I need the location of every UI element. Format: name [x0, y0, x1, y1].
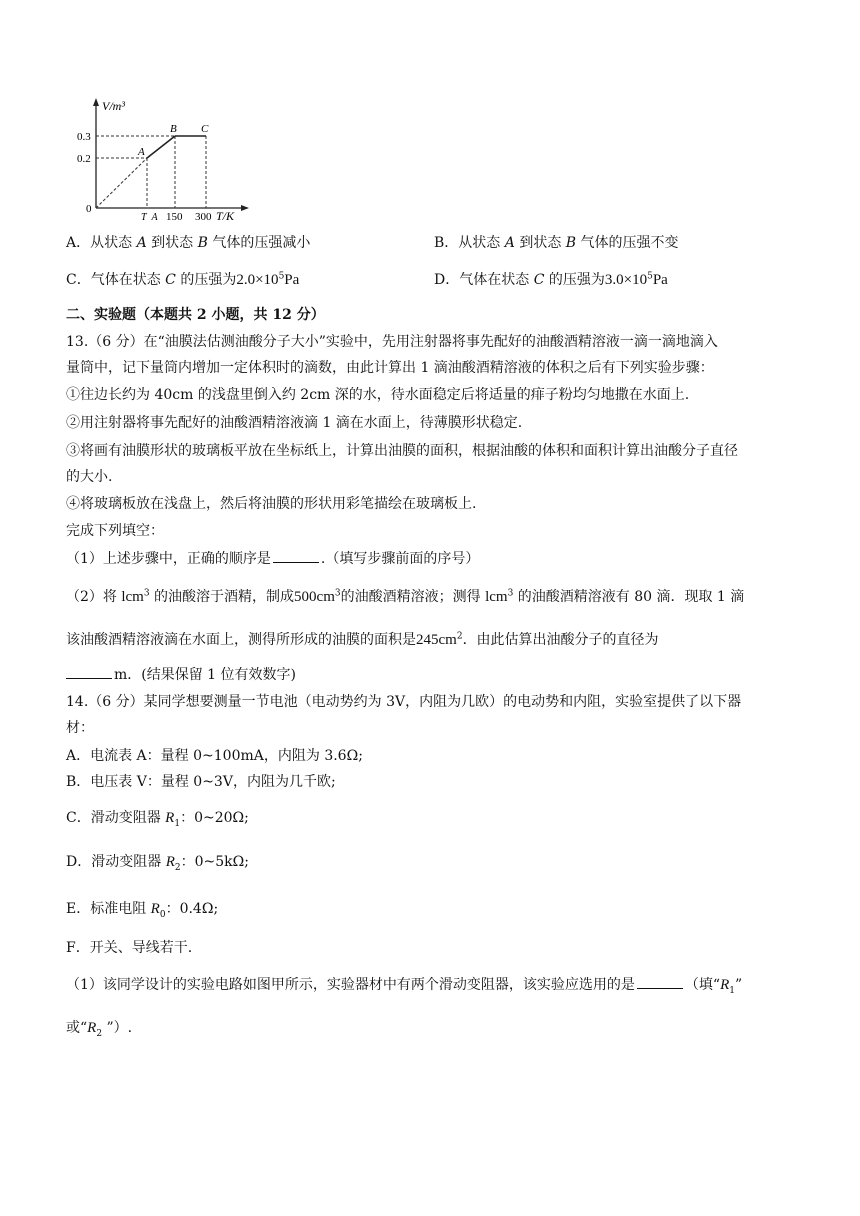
dash-origin-a — [96, 158, 147, 208]
option-a: A．从状态 A 到状态 B 气体的压强减小 — [66, 235, 311, 251]
q13-part2-line2: 该油酸酒精溶液滴在水面上，测得所形成的油膜的面积是$245cm^2$．由此估算出油酸分子的直径为 — [66, 631, 659, 648]
point-c-label: C — [201, 123, 209, 135]
q13-step2: ②用注射器将事先配好的油酸酒精溶液滴 1 滴在水面上，待薄膜形状稳定. — [66, 415, 523, 431]
answer-blank — [273, 548, 319, 563]
x-axis-label: T/K — [216, 209, 235, 221]
q14-part1-line2: 或“$R_2$ ”）. — [66, 1020, 133, 1039]
answer-blank — [66, 664, 112, 679]
y-axis-label: V/m³ — [102, 99, 125, 113]
y-axis-arrow — [93, 98, 99, 106]
q14-item-d: D．滑动变阻器 $R_2$：0~5kΩ; — [66, 854, 249, 873]
option-d: D．气体在状态 C 的压强为$3.0\times 10^5Pa$ — [434, 271, 668, 288]
q13-line2: 量筒中，记下量筒内增加一定体积时的滴数，由此计算出 1 滴油酸酒精溶液的体积之后有下列实验步骤： — [66, 360, 714, 376]
option-c: C．气体在状态 C 的压强为$2.0\times 10^5Pa$ — [66, 271, 300, 288]
q13-step3a: ③将画有油膜形状的玻璃板平放在坐标纸上，计算出油膜的面积，根据油酸的体积和面积计算出油酸分子直径 — [66, 443, 738, 459]
q13-part2-line3: m．(结果保留 1 位有效数字) — [66, 664, 296, 685]
point-b-label: B — [170, 123, 177, 135]
q14-item-a: A．电流表 A：量程 0~100mA，内阻为 3.6Ω; — [66, 748, 363, 764]
v-t-graph — [75, 96, 255, 221]
q13-line1: 13.（6 分）在“油膜法估测油酸分子大小”实验中，先用注射器将事先配好的油酸酒精溶液一滴一滴地滴入 — [66, 334, 718, 350]
q14-item-b: B．电压表 V：量程 0~3V，内阻为几千欧; — [66, 774, 336, 790]
point-a-label: A — [138, 146, 145, 158]
q14-line1: 14.（6 分）某同学想要测量一节电池（电动势约为 3V，内阻为几欧）的电动势和内阻，实验室提供了以下器 — [66, 694, 742, 710]
q14-line2: 材： — [66, 720, 94, 736]
process-ab — [147, 136, 175, 158]
q13-part1: （1）上述步骤中，正确的顺序是 .（填写步骤前面的序号） — [66, 548, 479, 569]
q13-part2-line1: （2）将 lcm$^3$ 的油酸溶于酒精，制成$500cm^3$的油酸酒精溶液；测得 lcm$^3$ 的油酸酒精溶液有 80 滴．现取 1 滴 — [66, 588, 745, 605]
y-tick-02: 0.2 — [77, 153, 91, 165]
q14-item-c: C．滑动变阻器 $R_1$：0~20Ω; — [66, 810, 249, 829]
y-tick-03: 0.3 — [77, 131, 91, 143]
option-b: B．从状态 A 到状态 B 气体的压强不变 — [434, 235, 679, 251]
q14-part1-line1: （1）该同学设计的实验电路如图甲所示，实验器材中有两个滑动变阻器，该实验应选用的是 （填“$R_1$” — [66, 974, 742, 995]
x-axis-arrow — [241, 205, 249, 211]
x-tick-300: 300 — [195, 211, 212, 221]
origin-label: 0 — [86, 203, 92, 215]
q13-step1: ①往边长约为 40cm 的浅盘里倒入约 2cm 深的水，待水面稳定后将适量的痱子粉均匀地撒在水面上. — [66, 387, 690, 403]
q13-step4: ④将玻璃板放在浅盘上，然后将油膜的形状用彩笔描绘在玻璃板上. — [66, 496, 477, 512]
section-heading: 二、实验题（本题共 2 小题，共 12 分） — [66, 307, 325, 323]
q14-item-f: F．开关、导线若干. — [66, 940, 193, 956]
q13-instruction: 完成下列填空： — [66, 523, 164, 539]
q14-item-e: E．标准电阻 $R_0$：0.4Ω; — [66, 901, 219, 920]
x-tick-ta: T_A — [141, 212, 158, 221]
answer-blank — [637, 974, 683, 989]
x-tick-150: 150 — [166, 211, 183, 221]
q13-step3b: 的大小. — [66, 469, 113, 485]
